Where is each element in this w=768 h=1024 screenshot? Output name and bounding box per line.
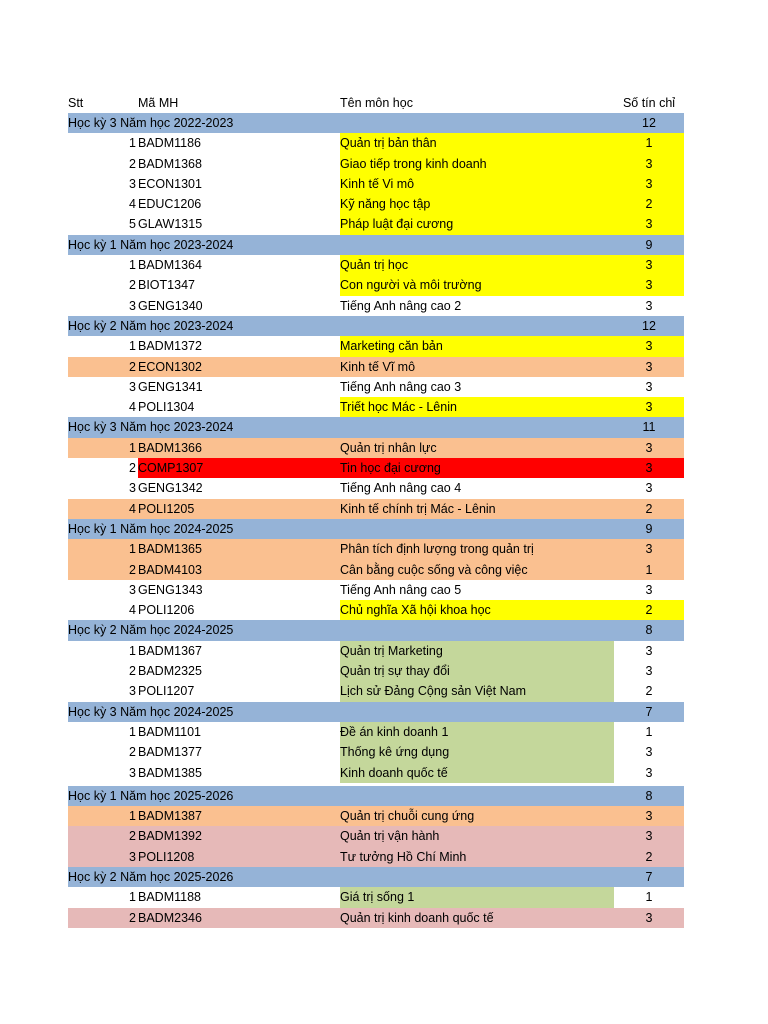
course-name: Giao tiếp trong kinh doanh <box>340 154 614 174</box>
course-credits: 3 <box>614 336 684 356</box>
course-stt: 2 <box>129 910 136 925</box>
course-stt: 3 <box>129 684 136 699</box>
course-name: Quản trị học <box>340 255 614 275</box>
course-row <box>68 681 684 701</box>
course-credits: 3 <box>645 359 653 374</box>
course-credits: 3 <box>614 397 684 417</box>
course-code: POLI1304 <box>138 400 195 415</box>
course-credits: 3 <box>645 298 653 313</box>
course-code: BADM1377 <box>138 745 202 760</box>
course-row <box>68 255 684 275</box>
course-row <box>68 154 684 174</box>
course-row <box>68 600 684 620</box>
course-row <box>68 847 684 867</box>
course-stt: 3 <box>129 481 136 496</box>
course-credits: 3 <box>645 440 653 455</box>
semester-title: Học kỳ 2 Năm học 2024-2025 <box>68 623 234 638</box>
course-row <box>68 133 684 153</box>
course-stt: 1 <box>129 339 136 354</box>
course-code: BADM1366 <box>138 440 202 455</box>
course-name: Marketing căn bản <box>340 336 614 356</box>
course-credits: 3 <box>645 582 653 597</box>
course-code: GENG1342 <box>138 481 203 496</box>
course-code: COMP1307 <box>138 458 340 478</box>
course-code: GENG1343 <box>138 582 203 597</box>
course-row <box>68 458 684 478</box>
semester-credits: 9 <box>645 237 653 252</box>
semester-title: Học kỳ 2 Năm học 2025-2026 <box>68 869 234 884</box>
course-name: Quản trị chuỗi cung ứng <box>340 809 475 824</box>
course-row <box>68 826 684 846</box>
semester-title: Học kỳ 2 Năm học 2023-2024 <box>68 318 234 333</box>
semester-credits: 7 <box>645 704 653 719</box>
course-row <box>68 887 684 907</box>
course-name: Quản trị nhân lực <box>340 440 437 455</box>
course-code: BADM1387 <box>138 809 202 824</box>
course-stt: 3 <box>129 298 136 313</box>
course-row <box>68 641 684 661</box>
course-row <box>68 357 684 377</box>
course-name: Chủ nghĩa Xã hội khoa học <box>340 600 614 620</box>
course-name: Tiếng Anh nâng cao 5 <box>340 582 462 597</box>
course-row <box>68 478 684 498</box>
course-credits: 2 <box>645 849 653 864</box>
course-row <box>68 214 684 234</box>
course-name: Quản trị bản thân <box>340 133 614 153</box>
semester-title: Học kỳ 3 Năm học 2023-2024 <box>68 420 234 435</box>
course-name: Kinh tế Vi mô <box>340 174 614 194</box>
semester-row <box>68 519 684 539</box>
semester-row <box>68 235 684 255</box>
course-credits: 1 <box>645 724 653 739</box>
course-name: Phân tích định lượng trong quản trị <box>340 542 534 557</box>
course-row <box>68 560 684 580</box>
semester-title: Học kỳ 1 Năm học 2024-2025 <box>68 521 234 536</box>
course-row <box>68 661 684 681</box>
course-code: BADM1188 <box>138 890 201 905</box>
course-name: Tiếng Anh nâng cao 4 <box>340 481 462 496</box>
course-stt: 2 <box>129 664 136 679</box>
course-name: Giá trị sống 1 <box>340 887 614 907</box>
course-row <box>68 438 684 458</box>
semester-credits: 8 <box>645 623 653 638</box>
course-name: Thống kê ứng dụng <box>340 742 614 762</box>
semester-row <box>68 702 684 722</box>
course-stt: 1 <box>129 136 136 151</box>
course-stt: 3 <box>129 849 136 864</box>
course-stt: 2 <box>129 745 136 760</box>
course-name: Pháp luật đại cương <box>340 214 614 234</box>
course-name: Quản trị vận hành <box>340 829 440 844</box>
course-credits: 1 <box>645 562 653 577</box>
course-stt: 2 <box>129 278 136 293</box>
course-code: BADM4103 <box>138 562 202 577</box>
course-credits: 3 <box>645 481 653 496</box>
course-name: Tiếng Anh nâng cao 2 <box>340 298 462 313</box>
semester-credits: 12 <box>642 318 656 333</box>
course-credits: 3 <box>645 829 653 844</box>
course-stt: 3 <box>129 582 136 597</box>
course-credits: 3 <box>645 745 653 760</box>
course-code: BADM1372 <box>138 339 202 354</box>
course-name: Quản trị kinh doanh quốc tế <box>340 910 494 925</box>
course-name: Tư tưởng Hồ Chí Minh <box>340 849 467 864</box>
course-stt: 2 <box>129 829 136 844</box>
course-name: Tiếng Anh nâng cao 3 <box>340 379 462 394</box>
course-credits: 3 <box>645 643 653 658</box>
course-code: BADM1367 <box>138 643 202 658</box>
course-credits: 3 <box>614 275 684 295</box>
header-name: Tên môn học <box>340 96 413 110</box>
course-row <box>68 275 684 295</box>
course-credits: 1 <box>614 133 684 153</box>
course-code: BADM2325 <box>138 664 202 679</box>
course-credits: 2 <box>645 684 653 699</box>
course-stt: 4 <box>129 400 136 415</box>
semester-credits: 8 <box>645 788 653 803</box>
course-credits: 3 <box>645 910 653 925</box>
course-stt: 1 <box>129 724 136 739</box>
course-stt: 1 <box>129 890 136 905</box>
semester-title: Học kỳ 3 Năm học 2022-2023 <box>68 116 234 130</box>
course-credits: 2 <box>614 600 684 620</box>
course-credits: 3 <box>645 809 653 824</box>
header-code: Mã MH <box>138 96 179 110</box>
course-code: POLI1207 <box>138 684 195 699</box>
course-stt: 1 <box>129 809 136 824</box>
course-stt: 3 <box>129 765 136 780</box>
course-name: Quản trị Marketing <box>340 641 614 661</box>
course-stt: 1 <box>129 258 136 273</box>
course-row <box>68 336 684 356</box>
course-code: GENG1341 <box>138 379 203 394</box>
course-code: BADM1368 <box>138 156 202 171</box>
course-name: Con người và môi trường <box>340 275 614 295</box>
course-row <box>68 377 684 397</box>
semester-title: Học kỳ 3 Năm học 2024-2025 <box>68 704 234 719</box>
course-row <box>68 763 684 783</box>
course-code: POLI1206 <box>138 603 195 618</box>
course-credits: 3 <box>645 765 653 780</box>
semester-credits: 12 <box>642 116 656 130</box>
course-credits: 3 <box>614 214 684 234</box>
course-code: BADM1186 <box>138 136 201 151</box>
course-name: Kỹ năng học tập <box>340 194 614 214</box>
course-code: GENG1340 <box>138 298 203 313</box>
course-code: BADM1385 <box>138 765 202 780</box>
course-name: Kinh doanh quốc tế <box>340 763 614 783</box>
course-stt: 2 <box>129 562 136 577</box>
course-name: Kinh tế Vĩ mô <box>340 359 416 374</box>
course-stt: 3 <box>129 379 136 394</box>
course-code: POLI1208 <box>138 849 195 864</box>
course-code: BADM1365 <box>138 542 202 557</box>
semester-credits: 9 <box>645 521 653 536</box>
course-name: Đề án kinh doanh 1 <box>340 722 614 742</box>
semester-title: Học kỳ 1 Năm học 2023-2024 <box>68 237 234 252</box>
course-stt: 4 <box>129 197 136 212</box>
course-code: BADM1101 <box>138 724 201 739</box>
course-code: BADM1364 <box>138 258 202 273</box>
header-row <box>68 93 684 113</box>
course-stt: 1 <box>129 440 136 455</box>
header-credits: Số tín chỉ <box>622 96 676 110</box>
semester-title: Học kỳ 1 Năm học 2025-2026 <box>68 788 234 803</box>
course-name: Kinh tế chính trị Mác - Lênin <box>340 501 496 516</box>
course-credits: 2 <box>614 194 684 214</box>
course-code: ECON1302 <box>138 359 202 374</box>
course-rows <box>68 113 684 928</box>
course-row <box>68 174 684 194</box>
semester-row <box>68 113 684 133</box>
course-credits: 3 <box>614 458 684 478</box>
course-row <box>68 580 684 600</box>
course-credits: 3 <box>645 664 653 679</box>
course-row <box>68 194 684 214</box>
course-stt: 3 <box>129 176 136 191</box>
course-code: ECON1301 <box>138 176 202 191</box>
course-name: Lịch sử Đảng Cộng sản Việt Nam <box>340 681 614 701</box>
course-code: BADM1392 <box>138 829 202 844</box>
course-credits: 3 <box>614 154 684 174</box>
course-name: Cân bằng cuộc sống và công việc <box>340 562 528 577</box>
course-name: Tin học đại cương <box>340 458 614 478</box>
semester-row <box>68 316 684 336</box>
semester-row <box>68 867 684 887</box>
header-stt: Stt <box>68 96 84 110</box>
course-stt: 2 <box>129 461 136 476</box>
course-row <box>68 499 684 519</box>
course-plan-sheet <box>68 93 684 928</box>
course-stt: 4 <box>129 501 136 516</box>
course-stt: 2 <box>129 359 136 374</box>
course-credits: 3 <box>645 379 653 394</box>
course-credits: 3 <box>645 542 653 557</box>
course-name: Triết học Mác - Lênin <box>340 397 614 417</box>
course-row <box>68 397 684 417</box>
course-name: Quản trị sự thay đổi <box>340 661 614 681</box>
course-row <box>68 296 684 316</box>
course-row <box>68 722 684 742</box>
semester-row <box>68 417 684 437</box>
course-row <box>68 806 684 826</box>
course-code: POLI1205 <box>138 501 195 516</box>
course-credits: 1 <box>645 890 653 905</box>
course-row <box>68 742 684 762</box>
semester-credits: 7 <box>645 869 653 884</box>
course-credits: 3 <box>614 255 684 275</box>
course-row <box>68 908 684 928</box>
course-stt: 4 <box>129 603 136 618</box>
course-stt: 2 <box>129 156 136 171</box>
course-code: BIOT1347 <box>138 278 195 293</box>
course-stt: 1 <box>129 542 136 557</box>
course-credits: 3 <box>614 174 684 194</box>
course-row <box>68 539 684 559</box>
course-stt: 1 <box>129 643 136 658</box>
semester-credits: 11 <box>642 420 656 435</box>
semester-row <box>68 620 684 640</box>
course-code: BADM2346 <box>138 910 202 925</box>
course-credits: 2 <box>645 501 653 516</box>
course-code: GLAW1315 <box>138 217 203 232</box>
course-stt: 5 <box>129 217 136 232</box>
course-code: EDUC1206 <box>138 197 202 212</box>
semester-row <box>68 786 684 806</box>
